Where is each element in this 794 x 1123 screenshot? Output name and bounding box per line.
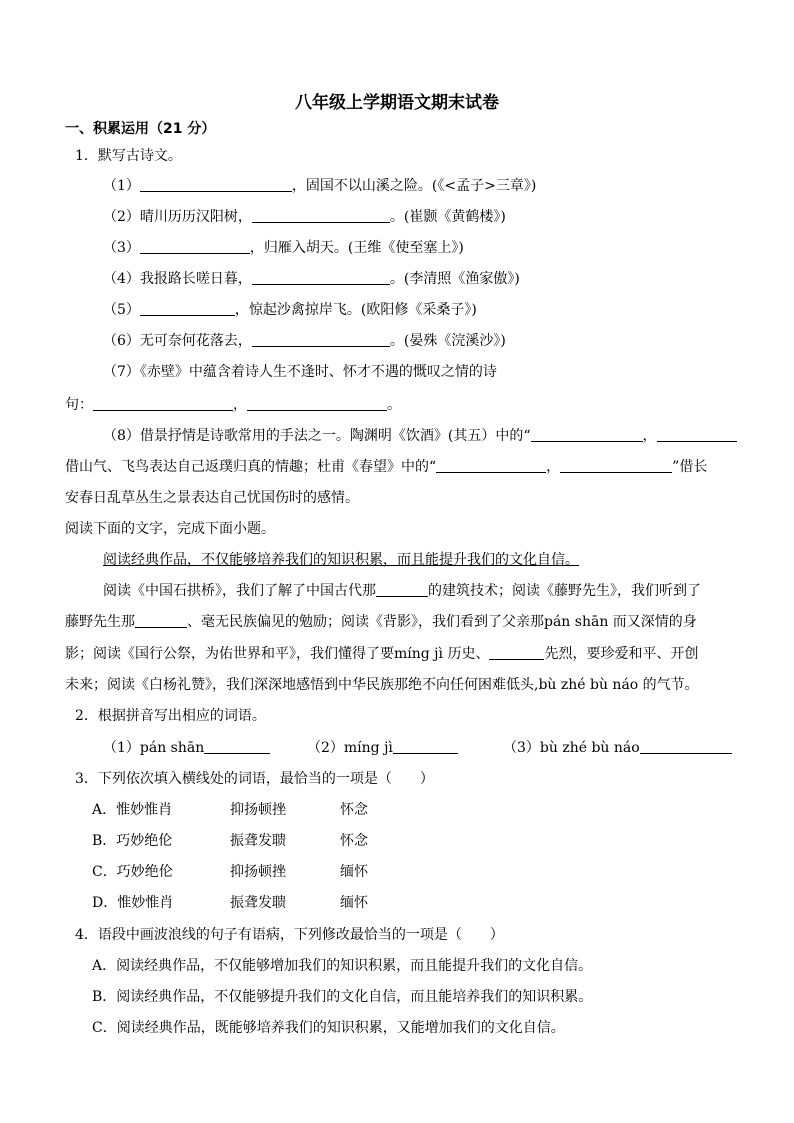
answer-blank[interactable] (140, 239, 250, 254)
answer-blank[interactable] (247, 396, 387, 411)
answer-blank[interactable] (560, 458, 672, 473)
q1-line-6: （6）无可奈何花落去， 。(晏殊《浣溪沙》) (103, 333, 506, 349)
q2-item-1: （1）pán shān (103, 739, 270, 757)
q1-line-3: （3） ，归雁入胡天。(王维《使至塞上》) (103, 240, 464, 256)
answer-blank[interactable] (93, 396, 233, 411)
reading-intro: 阅读下面的文字，完成下面小题。 (65, 521, 275, 537)
exam-page: 八年级上学期语文期末试卷 一、积累运用（21 分） 1．默写古诗文。 （1） ，固国不以山溪之险。(《<孟子>三章》) （2）晴川历历汉阳树， 。(崔颢《黄鹤楼》) （3） ，归雁入胡天。(王维《使至塞上》) （4）我报路长嗟日暮， 。(李清照《渔家傲》) （5） ，惊起沙禽掠岸飞。(欧阳修《采桑子》) （6）无可奈何花落去， 。(晏殊《浣溪沙》) （7）《赤壁》中蕴含着诗人生不逢时、怀才不遇的慨叹之情的诗 句： ， 。 （8）借景抒情是诗歌常用的手法之一。陶渊明《饮酒》(其五）中的“ ， 借山气、飞鸟表达自己返璞归真的情趣；杜甫《春望》中的“ ， ”借长 安春日乱草丛生之景表达自己忧国伤时的感情。 阅读下面的文字，完成下面小题。 阅读经典作品，不仅能够培养我们的知识积累，而且能提升我们的文化自信。 阅读《中国石拱桥》，我们了解了中国古代那 的建筑技术；阅读《藤野先生》，我们听到了 藤野先生那 、毫无民族偏见的勉励；阅读《背影》，我们看到了父亲那pán shān 而又深情的身 影；阅读《国行公祭，为佑世界和平》，我们懂得了要míng jì 历史、 先烈，要珍爱和平、开创 未来；阅读《白杨礼赞》，我们深深地感悟到中华民族那绝不向任何困难低头,bù zhé bù náo 的气节。 2．根据拼音写出相应的词语。 （1）pán shān （2）míng jì （3）bù zhé bù náo 3．下列依次填入横线处的词语，最恰当的一项是（ ） A．惟妙惟肖 抑扬顿挫 怀念 B．巧妙绝伦 振聋发聩 怀念 C．巧妙绝伦 抑扬顿挫 缅怀 D．惟妙惟肖 振聋发聩 缅怀 4．语段中画波浪线的句子有语病，下列修改最恰当的一项是（ ） A．阅读经典作品，不仅能够增加我们的知识积累，而且能提升我们的文化自信。 B．阅读经典作品，不仅能够提升我们的文化自信，而且能培养我们的知识积累。 C．阅读经典作品，既能够培养我们的知识积累，又能增加我们的文化自信。 (0, 0, 794, 1123)
q1-line-8a: （8）借景抒情是诗歌常用的手法之一。陶渊明《饮酒》(其五）中的“ ， (103, 427, 737, 445)
answer-blank[interactable] (204, 739, 270, 754)
q1-line-8b: 借山气、飞鸟表达自己返璞归真的情趣；杜甫《春望》中的“ ， ”借长 (65, 459, 708, 475)
answer-blank[interactable] (252, 208, 390, 223)
q2-item-2: （2）míng jì (307, 739, 458, 757)
question-2-stem: 2．根据拼音写出相应的词语。 (75, 708, 266, 724)
question-1-stem: 1．默写古诗文。 (75, 148, 182, 164)
passage-line-2: 藤野先生那 、毫无民族偏见的勉励；阅读《背影》，我们看到了父亲那pán shān 而又深情的身 (65, 614, 697, 630)
answer-blank[interactable] (640, 739, 732, 754)
q1-line-5: （5） ，惊起沙禽掠岸飞。(欧阳修《采桑子》) (103, 302, 477, 318)
q4-option-a[interactable]: A．阅读经典作品，不仅能够增加我们的知识积累，而且能提升我们的文化自信。 (92, 958, 593, 974)
q4-option-c[interactable]: C．阅读经典作品，既能够培养我们的知识积累，又能增加我们的文化自信。 (92, 1020, 565, 1036)
passage-line-1: 阅读《中国石拱桥》，我们了解了中国古代那 的建筑技术；阅读《藤野先生》，我们听到了 (103, 583, 701, 599)
q1-line-7: （7）《赤壁》中蕴含着诗人生不逢时、怀才不遇的慨叹之情的诗 (103, 364, 497, 380)
q1-line-1: （1） ，固国不以山溪之险。(《<孟子>三章》) (103, 178, 537, 194)
answer-blank[interactable] (393, 739, 458, 754)
answer-blank[interactable] (140, 177, 292, 192)
passage-blank[interactable] (135, 613, 187, 628)
passage-blank[interactable] (489, 645, 544, 660)
wavy-underlined-sentence: 阅读经典作品，不仅能够培养我们的知识积累，而且能提升我们的文化自信。 (103, 552, 579, 568)
q1-line-2: （2）晴川历历汉阳树， 。(崔颢《黄鹤楼》) (103, 209, 506, 225)
question-3-stem: 3．下列依次填入横线处的词语，最恰当的一项是（ ） (75, 771, 434, 787)
passage-line-4: 未来；阅读《白杨礼赞》，我们深深地感悟到中华民族那绝不向任何困难低头,bù zhé bù náo 的气节。 (65, 677, 699, 693)
q1-line-8c: 安春日乱草丛生之景表达自己忧国伤时的感情。 (65, 490, 359, 506)
answer-blank[interactable] (140, 301, 235, 316)
q1-line-7-answer: 句： ， 。 (65, 397, 401, 413)
answer-blank[interactable] (531, 427, 643, 442)
passage-line-3: 影；阅读《国行公祭，为佑世界和平》，我们懂得了要míng jì 历史、 先烈，要珍爱和平、开创 (65, 646, 699, 662)
answer-blank[interactable] (436, 458, 546, 473)
q1-line-4: （4）我报路长嗟日暮， 。(李清照《渔家傲》) (103, 271, 520, 287)
answer-blank[interactable] (657, 427, 737, 442)
section-heading: 一、积累运用（21 分） (65, 121, 216, 137)
page-title: 八年级上学期语文期末试卷 (295, 93, 499, 113)
answer-blank[interactable] (252, 332, 390, 347)
answer-blank[interactable] (252, 270, 390, 285)
q4-option-b[interactable]: B．阅读经典作品，不仅能够提升我们的文化自信，而且能培养我们的知识积累。 (92, 989, 593, 1005)
question-4-stem: 4．语段中画波浪线的句子有语病，下列修改最恰当的一项是（ ） (75, 927, 504, 943)
passage-blank[interactable] (376, 582, 428, 597)
q2-item-3: （3）bù zhé bù náo (503, 739, 732, 757)
